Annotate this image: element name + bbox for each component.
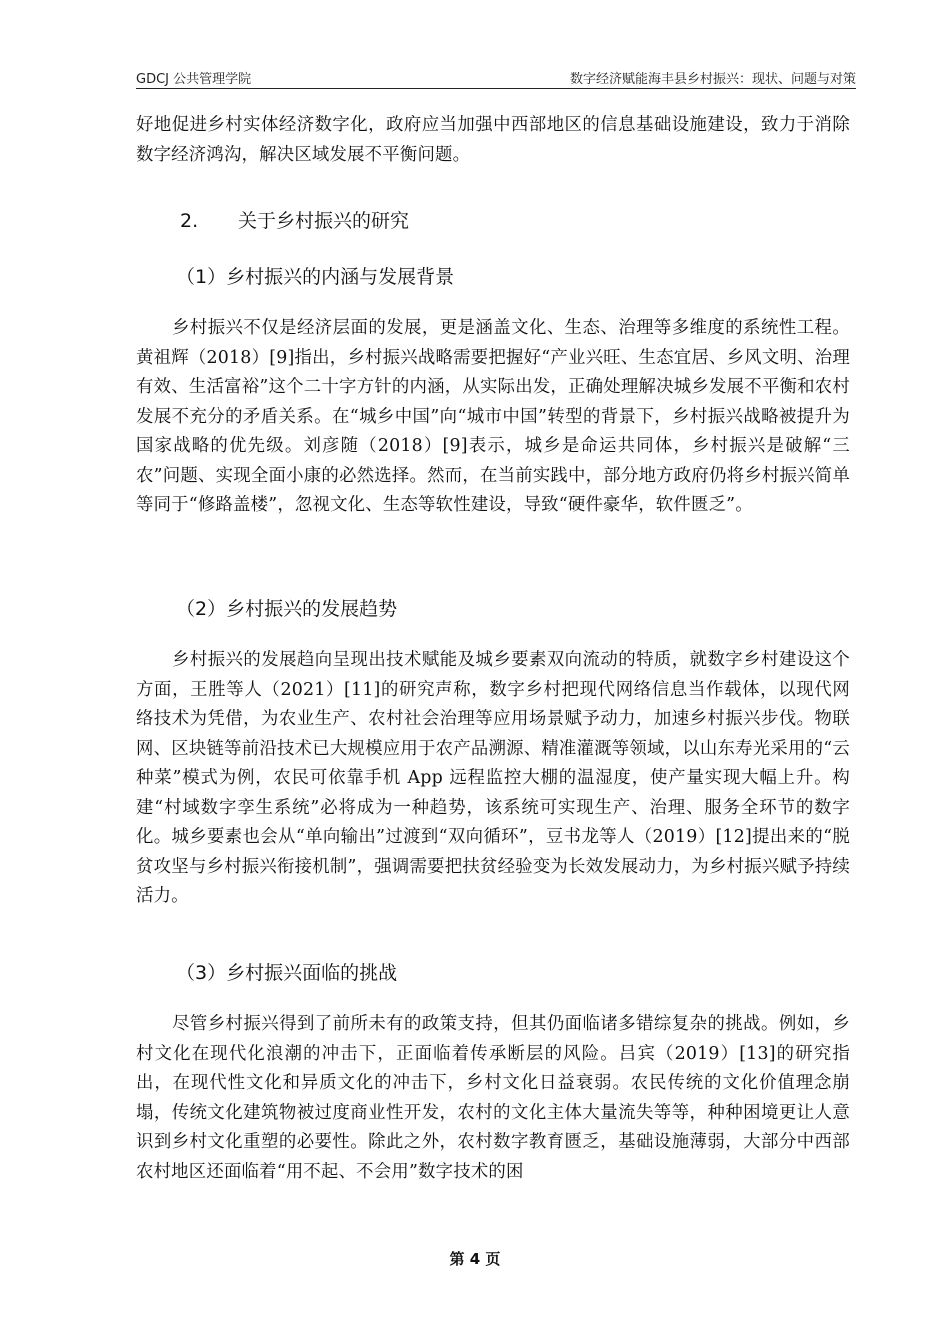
- subsection-heading-2: （2）乡村振兴的发展趋势: [176, 598, 398, 620]
- section-title: 关于乡村振兴的研究: [238, 210, 410, 232]
- section-number: 2.: [180, 210, 199, 232]
- paragraph-trend: 乡村振兴的发展趋向呈现出技术赋能及城乡要素双向流动的特质，就数字乡村建设这个方面，王胜等人（2021）[11]的研究声称，数字乡村把现代网络信息当作载体，以现代网络技术为凭借，为农业生产、农村社会治理等应用场景赋予动力，加速乡村振兴步伐。物联网、区块链等前沿技术已大规模应用于农产品溯源、精准灌溉等领域，以山东寿光采用的“云种菜”模式为例，农民可依靠手机 App 远程监控大棚的温湿度，使产量实现大幅上升。构建“村域数字孪生系统”必将成为一种趋势，该系统可实现生产、治理、服务全环节的数字化。城乡要素也会从“单向输出”过渡到“双向循环”，豆书龙等人（2019）[12]提出来的“脱贫攻坚与乡村振兴衔接机制”，强调需要把扶贫经验变为长效发展动力，为乡村振兴赋予持续活力。: [136, 650, 850, 906]
- page-header: [136, 68, 856, 90]
- section-heading: [180, 206, 409, 233]
- paragraph-connotation: 乡村振兴不仅是经济层面的发展，更是涵盖文化、生态、治理等多维度的系统性工程。黄祖辉（2018）[9]指出，乡村振兴战略需要把握好“产业兴旺、生态宜居、乡风文明、治理有效、生活富裕”这个二十字方针的内涵，从实际出发，正确处理解决城乡发展不平衡和农村发展不充分的矛盾关系。在“城乡中国”向“城市中国”转型的背景下，乡村振兴战略被提升为国家战略的优先级。刘彦随（2018）[9]表示，城乡是命运共同体，乡村振兴是破解“三农”问题、实现全面小康的必然选择。然而，在当前实践中，部分地方政府仍将乡村振兴简单等同于“修路盖楼”，忽视文化、生态等软性建设，导致“硬件豪华，软件匮乏”。: [136, 318, 850, 515]
- header-divider: [136, 88, 856, 89]
- page-number: 第 4 页: [449, 1250, 501, 1268]
- header-paper-title: 数字经济赋能海丰县乡村振兴：现状、问题与对策: [569, 72, 856, 87]
- subsection-heading-3: （3）乡村振兴面临的挑战: [176, 962, 398, 984]
- header-school: GDCJ 公共管理学院: [136, 72, 252, 87]
- paragraph-challenges: 尽管乡村振兴得到了前所未有的政策支持，但其仍面临诸多错综复杂的挑战。例如，乡村文化在现代化浪潮的冲击下，正面临着传承断层的风险。吕宾（2019）[13]的研究指出，在现代性文化和异质文化的冲击下，乡村文化日益衰弱。农民传统的文化价值理念崩塌，传统文化建筑物被过度商业性开发，农村的文化主体大量流失等等，种种困境更让人意识到乡村文化重塑的必要性。除此之外，农村数字教育匮乏，基础设施薄弱，大部分中西部农村地区还面临着“用不起、不会用”数字技术的困: [136, 1014, 850, 1182]
- subsection-heading-1: （1）乡村振兴的内涵与发展背景: [176, 266, 455, 288]
- paragraph-continuation: 好地促进乡村实体经济数字化，政府应当加强中西部地区的信息基础设施建设，致力于消除数字经济鸿沟，解决区域发展不平衡问题。: [136, 115, 850, 165]
